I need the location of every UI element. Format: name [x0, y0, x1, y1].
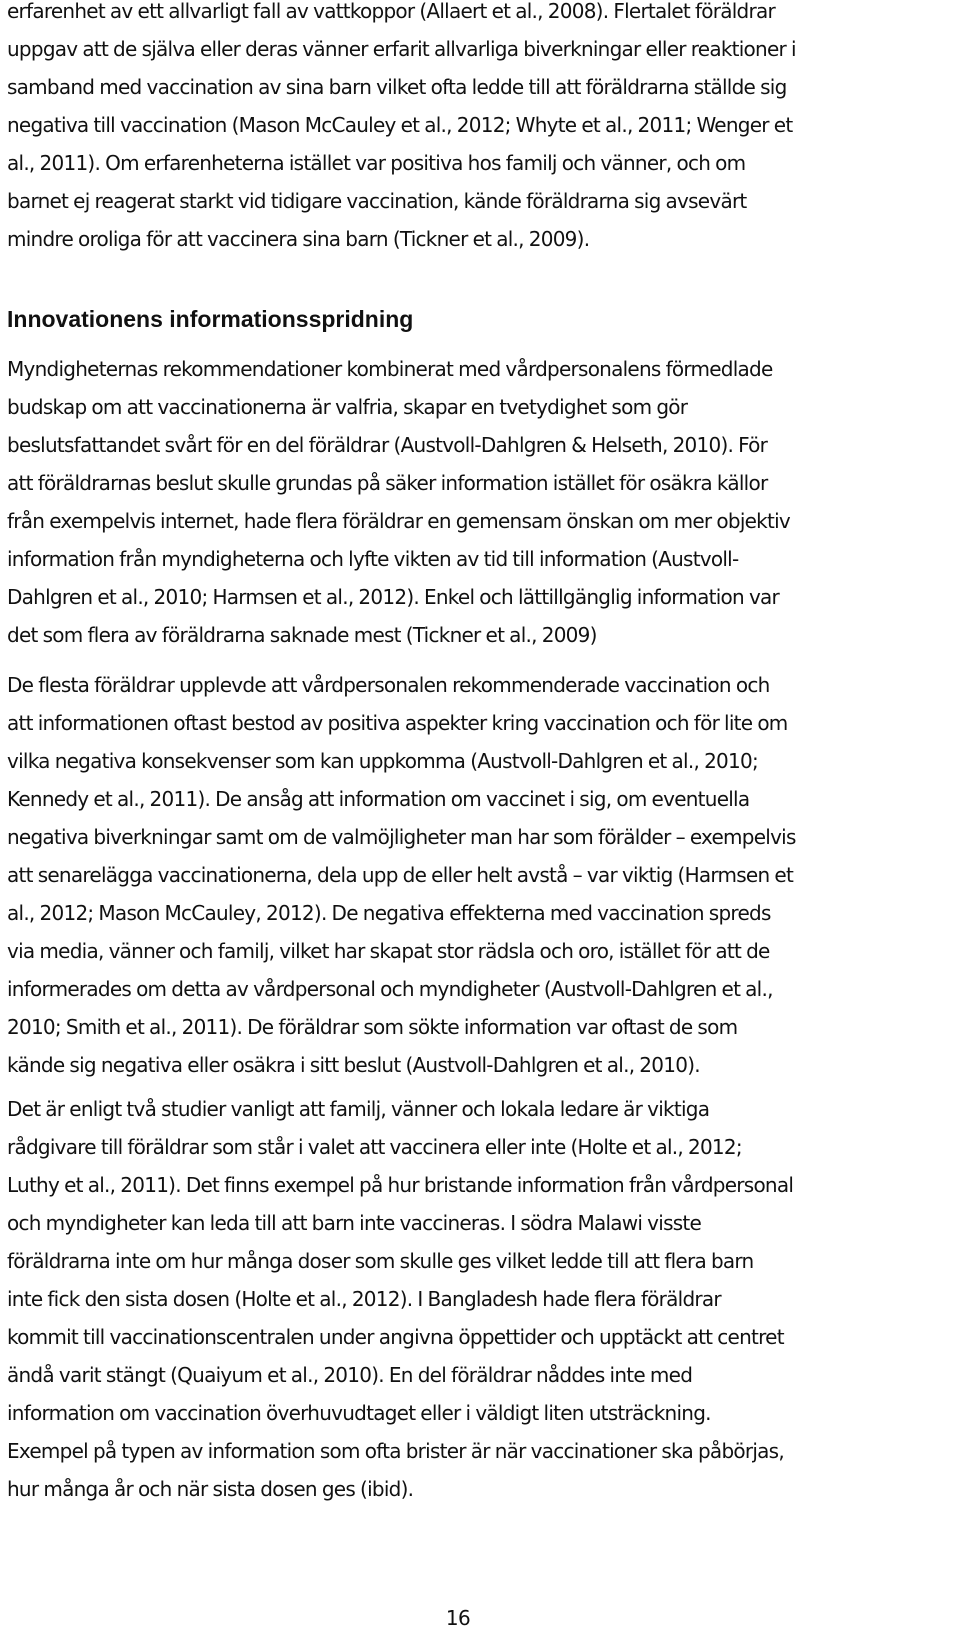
text-line: Kennedy et al., 2011). De ansåg att information om vaccinet i sig, om eventuella: [7, 787, 750, 811]
text-line: 2010; Smith et al., 2011). De föräldrar som sökte information var oftast de som: [7, 1015, 738, 1039]
section-heading: Innovationens informationsspridning: [7, 306, 414, 332]
text-line: al., 2012; Mason McCauley, 2012). De negativa effekterna med vaccination spreds: [7, 901, 771, 925]
page-number: 16: [445, 1606, 471, 1630]
text-line: att informationen oftast bestod av positiva aspekter kring vaccination och för lite om: [7, 711, 788, 735]
paragraph-authority-recommendations: [7, 350, 953, 654]
text-line: kommit till vaccinationscentralen under angivna öppettider och upptäckt att centret: [7, 1325, 784, 1349]
text-line: Luthy et al., 2011). Det finns exempel på hur bristande information från vårdpersonal: [7, 1173, 794, 1197]
text-line: al., 2011). Om erfarenheterna istället var positiva hos familj och vänner, och om: [7, 151, 746, 175]
text-line: hur många år och när sista dosen ges (ibid).: [7, 1477, 414, 1501]
text-line: mindre oroliga för att vaccinera sina barn (Tickner et al., 2009).: [7, 227, 590, 251]
text-line: beslutsfattandet svårt för en del föräldrar (Austvoll-Dahlgren & Helseth, 2010). För: [7, 433, 768, 457]
paragraph-vaccination-experiences: [7, 0, 953, 258]
text-line: Dahlgren et al., 2010; Harmsen et al., 2012). Enkel och lättillgänglig information var: [7, 585, 780, 609]
text-line: budskap om att vaccinationerna är valfria, skapar en tvetydighet som gör: [7, 395, 688, 419]
text-line: det som flera av föräldrarna saknade mest (Tickner et al., 2009): [7, 623, 597, 647]
text-line: Myndigheternas rekommendationer kombinerat med vårdpersonalens förmedlade: [7, 357, 773, 381]
text-line: informerades om detta av vårdpersonal och myndigheter (Austvoll-Dahlgren et al.,: [7, 977, 773, 1001]
text-line: inte fick den sista dosen (Holte et al., 2012). I Bangladesh hade flera föräldrar: [7, 1287, 721, 1311]
text-line: Exempel på typen av information som ofta brister är när vaccinationer ska påbörjas,: [7, 1439, 784, 1463]
text-line: erfarenhet av ett allvarligt fall av vattkoppor (Allaert et al., 2008). Flertalet föräldrar: [7, 0, 775, 23]
text-line: negativa biverkningar samt om de valmöjligheter man har som förälder – exempelvis: [7, 825, 796, 849]
text-line: via media, vänner och familj, vilket har skapat stor rädsla och oro, istället för att de: [7, 939, 770, 963]
text-line: information om vaccination överhuvudtaget eller i väldigt liten utsträckning.: [7, 1401, 711, 1425]
paragraph-advisors-and-examples: [7, 1090, 953, 1508]
text-line: negativa till vaccination (Mason McCauley et al., 2012; Whyte et al., 2011; Wenger et: [7, 113, 793, 137]
text-line: rådgivare till föräldrar som står i valet att vaccinera eller inte (Holte et al., 2012;: [7, 1135, 742, 1159]
text-line: vilka negativa konsekvenser som kan uppkomma (Austvoll-Dahlgren et al., 2010;: [7, 749, 758, 773]
text-line: föräldrarna inte om hur många doser som skulle ges vilket ledde till att flera barn: [7, 1249, 754, 1273]
text-line: och myndigheter kan leda till att barn inte vaccineras. I södra Malawi visste: [7, 1211, 702, 1235]
text-line: Det är enligt två studier vanligt att familj, vänner och lokala ledare är viktiga: [7, 1097, 710, 1121]
text-line: information från myndigheterna och lyfte vikten av tid till information (Austvoll-: [7, 547, 739, 571]
text-line: barnet ej reagerat starkt vid tidigare vaccination, kände föräldrarna sig avsevärt: [7, 189, 747, 213]
text-line: ändå varit stängt (Quaiyum et al., 2010). En del föräldrar nåddes inte med: [7, 1363, 693, 1387]
paragraph-care-staff-information: [7, 666, 953, 1084]
text-line: samband med vaccination av sina barn vilket ofta ledde till att föräldrarna ställde sig: [7, 75, 787, 99]
text-line: uppgav att de själva eller deras vänner erfarit allvarliga biverkningar eller reaktioner i: [7, 37, 796, 61]
text-line: att föräldrarnas beslut skulle grundas på säker information istället för osäkra källor: [7, 471, 768, 495]
text-line: att senarelägga vaccinationerna, dela upp de eller helt avstå – var viktig (Harmsen et: [7, 863, 794, 887]
text-line: kände sig negativa eller osäkra i sitt beslut (Austvoll-Dahlgren et al., 2010).: [7, 1053, 700, 1077]
text-line: från exempelvis internet, hade flera föräldrar en gemensam önskan om mer objektiv: [7, 509, 790, 533]
text-line: De flesta föräldrar upplevde att vårdpersonalen rekommenderade vaccination och: [7, 673, 770, 697]
